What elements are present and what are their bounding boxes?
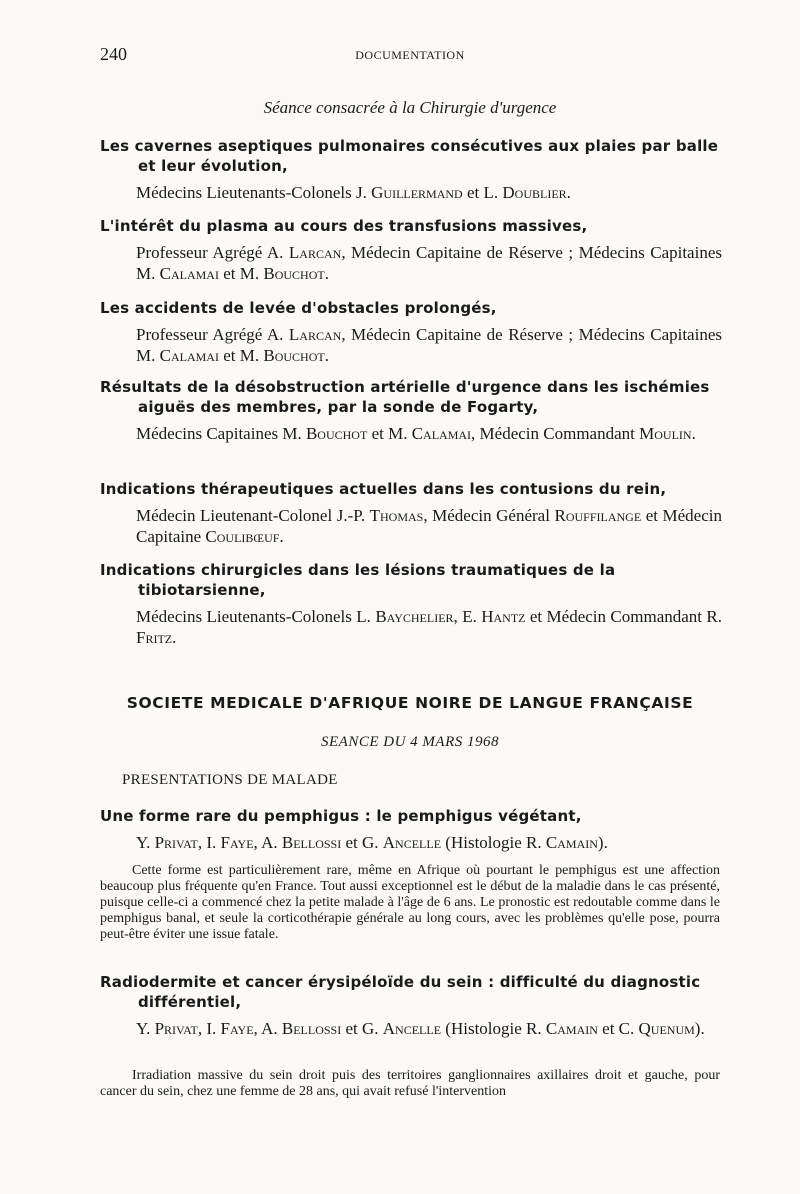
entry-6 [100, 560, 722, 648]
author-text: Médecins Lieutenants-Colonels J. [136, 183, 372, 202]
author-name: Hantz [481, 607, 526, 626]
author-name: Baychelier [375, 607, 454, 626]
case-title: Une forme rare du pemphigus : le pemphigus végétant, [100, 807, 582, 825]
author-text: et G. [341, 833, 383, 852]
author-text: Y. [136, 1019, 155, 1038]
case-2 [100, 972, 722, 1039]
author-text: , Médecin Capitaine de Réserve ; Médecins Capitaines M. [136, 243, 722, 283]
entry-authors [100, 423, 722, 444]
author-name: Calamai [159, 264, 219, 283]
author-text: . [279, 527, 284, 546]
author-name: Bouchot [263, 346, 325, 365]
author-text: (Histologie R. [441, 833, 546, 852]
author-text: , A. [253, 1019, 282, 1038]
author-text: , Médecin Capitaine de Réserve ; Médecins Capitaines M. [136, 325, 722, 365]
author-text: et G. [341, 1019, 383, 1038]
author-text: . [324, 264, 329, 283]
entry-title: L'intérêt du plasma au cours des transfusions massives, [100, 217, 588, 235]
entry-title: Indications thérapeutiques actuelles dans les contusions du rein, [100, 480, 667, 498]
author-text: . [691, 424, 696, 443]
author-text: et Médecin Commandant R. [525, 607, 722, 626]
case-authors [100, 1018, 722, 1039]
case-authors [100, 832, 722, 853]
author-name: Rouffilange [554, 506, 642, 525]
author-name: Doublier [502, 183, 567, 202]
author-text: Professeur Agrégé A. [136, 325, 289, 344]
author-text: Médecins Lieutenants-Colonels L. [136, 607, 376, 626]
author-text: et M. [218, 346, 264, 365]
author-name: Calamai [411, 424, 472, 443]
page-number: 240 [100, 44, 127, 64]
author-text: (Histologie R. [441, 1019, 546, 1038]
author-text: et Médecin Capitaine [136, 506, 722, 546]
author-name: Quenum [638, 1019, 695, 1038]
author-text: Médecin Lieutenant-Colonel J.-P. [136, 506, 370, 525]
entry-authors [100, 182, 722, 203]
entry-authors [100, 242, 722, 284]
author-name: Larcan [288, 325, 342, 344]
section-heading: PRESENTATIONS DE MALADE [122, 772, 338, 788]
entry-4 [100, 377, 722, 444]
author-name: Moulin [639, 424, 692, 443]
entry-title: Les cavernes aseptiques pulmonaires consécutives aux plaies par balle et leur évolution, [100, 137, 719, 175]
author-text: , Médecin Commandant [471, 424, 640, 443]
author-name: Bouchot [305, 424, 368, 443]
seance-date: SEANCE DU 4 MARS 1968 [321, 734, 499, 750]
author-name: Ancelle [382, 833, 442, 852]
entry-1 [100, 136, 722, 203]
author-text: et L. [462, 183, 503, 202]
page-header [100, 44, 720, 66]
author-text: ). [694, 1019, 705, 1038]
author-text: . [324, 346, 329, 365]
entry-title: Les accidents de levée d'obstacles prolongés, [100, 299, 497, 317]
case-body: Irradiation massive du sein droit puis des territoires ganglionnaires axillaires droit et gauche, pour cancer du sein, chez une femme de 28 ans, qui avait refusé l'intervention [100, 1068, 720, 1099]
author-name: Bouchot [263, 264, 325, 283]
author-name: Ancelle [382, 1019, 442, 1038]
case-1 [100, 806, 722, 853]
society-title: SOCIETE MEDICALE D'AFRIQUE NOIRE DE LANGUE FRANÇAISE [126, 694, 694, 712]
author-text: , I. [197, 1019, 221, 1038]
author-name: Privat [154, 833, 198, 852]
author-name: Faye [220, 833, 254, 852]
author-name: Thomas [369, 506, 424, 525]
author-text: . [566, 183, 571, 202]
author-text: ). [597, 833, 608, 852]
entry-authors [100, 606, 722, 648]
author-text: Y. [136, 833, 155, 852]
author-text: Professeur Agrégé A. [136, 243, 289, 262]
author-name: Larcan [288, 243, 342, 262]
entry-authors [100, 505, 722, 547]
entry-5 [100, 479, 722, 547]
entry-title: Résultats de la désobstruction artérielle d'urgence dans les ischémies aiguës des membres, par la sonde de Fogarty, [100, 378, 710, 416]
session-title: Séance consacrée à la Chirurgie d'urgence [263, 98, 557, 117]
author-name: Bellossi [281, 833, 342, 852]
author-text: , I. [197, 833, 221, 852]
author-text: et M. [367, 424, 412, 443]
author-name: Fritz [136, 628, 173, 647]
author-name: Privat [154, 1019, 198, 1038]
author-name: Camain [545, 833, 598, 852]
author-name: Bellossi [281, 1019, 342, 1038]
entry-3 [100, 298, 722, 366]
author-text: , A. [253, 833, 282, 852]
author-text: et M. [218, 264, 264, 283]
entry-2 [100, 216, 722, 284]
case-title: Radiodermite et cancer érysipéloïde du sein : difficulté du diagnostic différentiel, [100, 973, 701, 1011]
author-text: et C. [597, 1019, 639, 1038]
author-text: . [172, 628, 177, 647]
case-body: Cette forme est particulièrement rare, même en Afrique où pourtant le pemphigus est une affection beaucoup plus fréquente qu'en France. Tout aussi exceptionnel est le début de la maladie dans le cas présenté, puisque celle-ci a commencé chez la petite malade à l'âge de 6 ans. Le pronostic est redoutable comme dans le pemphigus banal, et seule la corticothérapie générale au long cours, avec les problèmes qu'elle pose, pourra peut-être éviter une issue fatale. [100, 863, 720, 942]
author-name: Calamai [159, 346, 219, 365]
entry-authors [100, 324, 722, 366]
running-head: DOCUMENTATION [355, 48, 465, 62]
author-name: Camain [545, 1019, 598, 1038]
author-name: Coulibœuf [205, 527, 280, 546]
author-text: , E. [453, 607, 482, 626]
author-name: Faye [220, 1019, 254, 1038]
author-text: Médecins Capitaines M. [136, 424, 306, 443]
author-text: , Médecin Général [423, 506, 555, 525]
entry-title: Indications chirurgicles dans les lésions traumatiques de la tibiotarsienne, [100, 561, 616, 599]
author-name: Guillermand [371, 183, 463, 202]
